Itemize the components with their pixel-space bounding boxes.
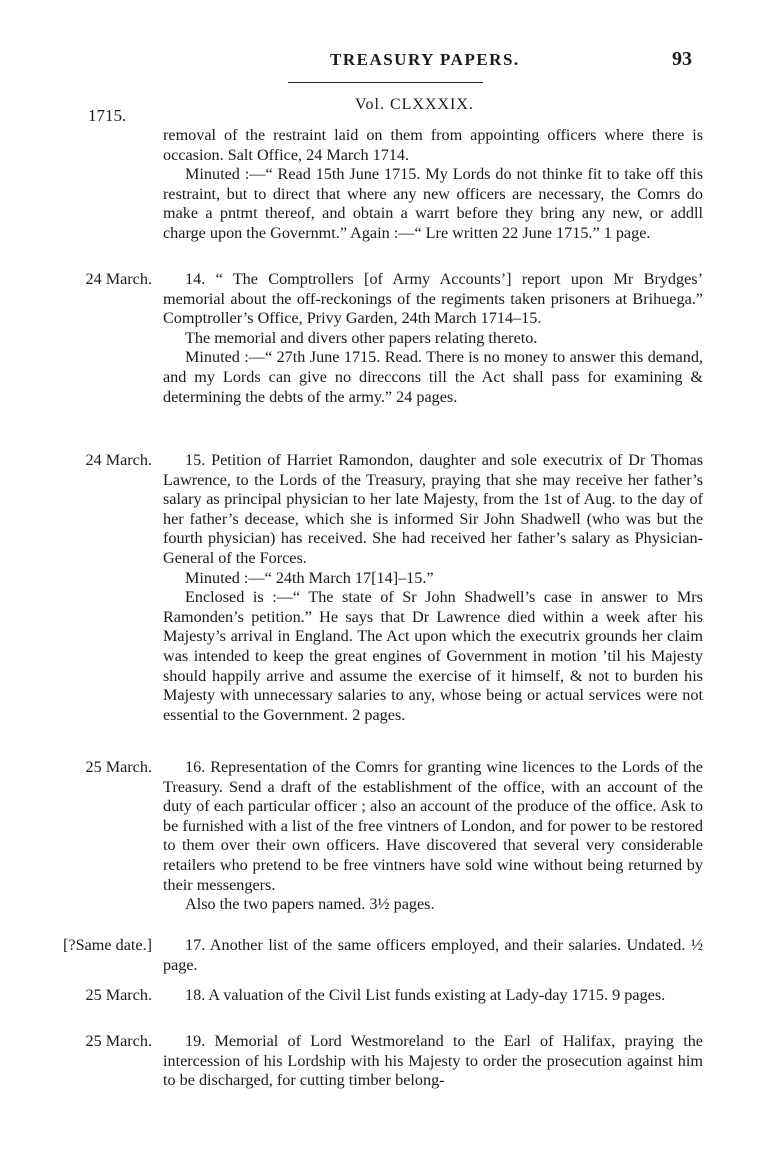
entry-paragraph: The memorial and divers other papers relating thereto. (185, 328, 538, 347)
entry-paragraph: 19. Memorial of Lord Westmoreland to the Earl of Halifax, praying the intercession of his Lordship with his Majesty to order the prosecution against him to be discharged, for cutting timber belong- (163, 1032, 703, 1090)
year-label: 1715. (88, 106, 127, 125)
entry-date: 25 March. (85, 986, 152, 1004)
continuation-paragraph: removal of the restraint laid on them from appointing officers where there is occasion. Salt Office, 24 March 1714. (163, 126, 703, 164)
entry-date: 24 March. (85, 451, 152, 469)
entry-date: [?Same date.] (63, 936, 152, 954)
entry-18 (163, 986, 703, 1006)
entry-17 (163, 936, 703, 975)
entry-paragraph: Minuted :—“ 24th March 17[14]–15.” (185, 568, 434, 587)
continuation-block (163, 126, 703, 244)
entry-date: 24 March. (85, 270, 152, 288)
entry-paragraph: Also the two papers named. 3½ pages. (185, 895, 435, 914)
continuation-minute: Minuted :—“ Read 15th June 1715. My Lords do not thinke fit to take off this restraint, but to direct that where any new officers are necessary, the Comrs do make a pntmt thereof, and obtain a warrt before they bring any new, or addll charge upon the Governmt.” Again :—“ Lre written 22 June 1715.” 1 page. (163, 165, 703, 242)
entry-15 (163, 451, 703, 725)
entry-date: 25 March. (85, 758, 152, 776)
entry-14 (163, 270, 703, 407)
page-number: 93 (672, 48, 692, 70)
entry-16 (163, 758, 703, 915)
entry-paragraph: 15. Petition of Harriet Ramondon, daughter and sole executrix of Dr Thomas Lawrence, to the Lords of the Treasury, praying that she may receive her father’s salary as principal physician to her late Majesty, from the 1st of Aug. to the day of her father’s decease, which she is informed Sir John Shadwell (who was but the fourth physician) has received. She had received her father’s salary as Physician-General of the Forces. (163, 451, 703, 567)
volume-label: Vol. CLXXXIX. (355, 96, 474, 113)
entry-paragraph: 17. Another list of the same officers employed, and their salaries. Undated. ½ page. (163, 936, 703, 974)
entry-19 (163, 1032, 703, 1091)
entry-paragraph: Minuted :—“ 27th June 1715. Read. There is no money to answer this demand, and my Lords can give no direccons till the Act shall pass for examining & determining the debts of the army.” 24 pages. (163, 348, 703, 406)
entry-date: 25 March. (85, 1032, 152, 1050)
header-rule (288, 82, 483, 83)
entry-paragraph: 16. Representation of the Comrs for granting wine licences to the Lords of the Treasury. Send a draft of the establishment of the office, with an account of the duty of each particular officer ; also an account of the produce of the office. Ask to be furnished with a list of the free vintners of London, and for power to be restored to them over their own officers. Have discovered that several very considerable retailers who pretend to be free vintners have sold wine without being returned by their messengers. (163, 758, 703, 894)
running-title: TREASURY PAPERS. (330, 50, 520, 69)
entry-paragraph: 14. “ The Comptrollers [of Army Accounts’] report upon Mr Brydges’ memorial about the off-reckonings of the regiments taken prisoners at Brihuega.” Comptroller’s Office, Privy Garden, 24th March 1714–15. (163, 270, 703, 328)
entry-paragraph: 18. A valuation of the Civil List funds existing at Lady-day 1715. 9 pages. (185, 986, 666, 1004)
entry-paragraph: Enclosed is :—“ The state of Sr John Shadwell’s case in answer to Mrs Ramonden’s petition.” He says that Dr Lawrence died within a week after his Majesty’s arrival in England. The Act upon which the executrix grounds her claim was intended to keep the great engines of Government in motion ’til his Majesty should happily arrive and assume the exercise of it himself, & not to burden his Majesty with unnecessary salaries to any, whose being or actual services were not essential to the Government. 2 pages. (163, 588, 703, 724)
